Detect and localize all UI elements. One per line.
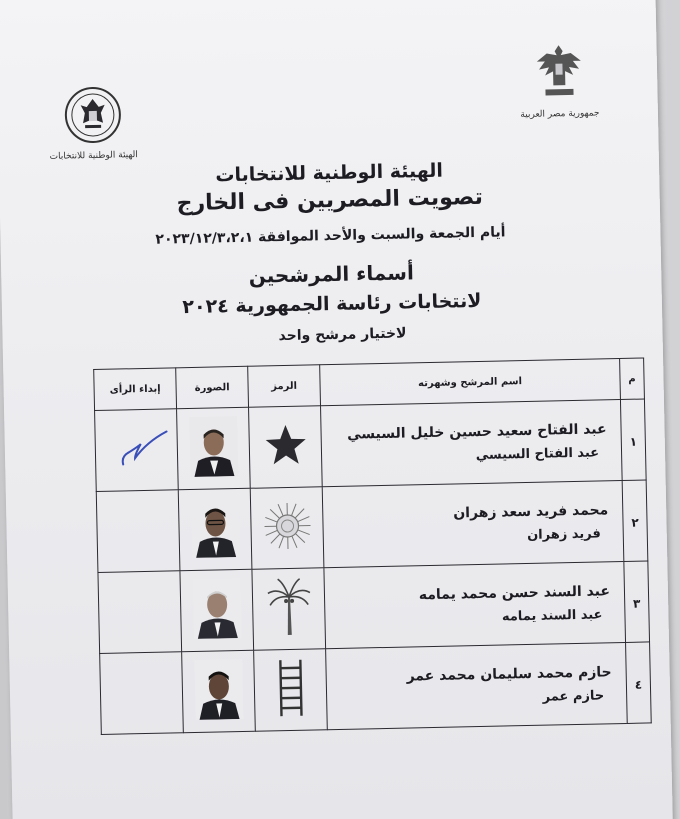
photo-cell	[182, 650, 256, 732]
candidate-photo	[194, 659, 243, 720]
vote-cell[interactable]	[96, 490, 180, 573]
header-photo: الصورة	[176, 366, 249, 408]
voting-dates: أيام الجمعة والسبت والأحد الموافقة ٢٠٢٣/١٢/٣،٢،١	[155, 224, 506, 248]
candidate-known-name: فريد زهران	[526, 525, 601, 543]
candidate-number: ٣	[624, 561, 650, 642]
election-authority-emblem-icon	[62, 84, 123, 145]
candidate-row	[95, 399, 647, 492]
symbol-cell	[252, 568, 326, 650]
header-candidate-name: اسم المرشح وشهرته	[320, 359, 621, 406]
candidate-full-name: عبد الفتاح سعيد حسين خليل السيسي	[346, 420, 607, 443]
pen-check-mark-icon	[94, 417, 177, 479]
candidate-name-cell	[322, 480, 624, 567]
candidate-photo	[192, 578, 241, 639]
symbol-cell	[254, 649, 328, 731]
header-symbol: الرمز	[248, 365, 321, 407]
vote-cell[interactable]	[98, 571, 182, 654]
republic-caption: جمهورية مصر العربية	[520, 108, 600, 121]
photo-cell	[178, 488, 252, 570]
egypt-emblem-logo	[518, 40, 600, 120]
candidate-name-cell	[326, 642, 628, 729]
candidate-row	[96, 480, 648, 573]
candidates-heading: أسماء المرشحين	[248, 260, 415, 288]
authority-title: الهيئة الوطنية للانتخابات	[215, 159, 444, 187]
candidate-name-cell	[321, 399, 623, 486]
candidate-known-name: عبد السند يمامه	[501, 606, 603, 625]
header-number: م	[620, 358, 645, 399]
palm-tree-icon	[265, 577, 312, 638]
candidate-full-name: محمد فريد سعد زهران	[453, 501, 609, 522]
candidate-full-name: عبد السند حسن محمد يمامه	[418, 582, 611, 603]
election-name: لانتخابات رئاسة الجمهورية ٢٠٢٤	[182, 289, 482, 319]
election-authority-logo	[47, 84, 139, 162]
election-authority-caption: الهيئة الوطنية للانتخابات	[49, 150, 138, 162]
candidate-number: ١	[620, 399, 646, 480]
vote-cell[interactable]	[100, 652, 184, 735]
photo-cell	[177, 407, 251, 489]
candidate-photo	[190, 497, 239, 558]
candidate-number: ٤	[626, 642, 652, 723]
ladder-icon	[273, 658, 308, 719]
symbol-cell	[249, 406, 323, 488]
candidate-number: ٢	[622, 480, 648, 561]
candidate-row	[98, 561, 650, 654]
candidate-row	[100, 642, 652, 735]
instruction-text: لاختيار مرشح واحد	[278, 325, 407, 345]
candidates-table	[93, 357, 652, 734]
eagle-emblem-icon	[530, 41, 587, 104]
sun-icon	[262, 500, 313, 551]
photo-cell	[180, 569, 254, 651]
candidate-known-name: عبد الفتاح السيسي	[475, 444, 600, 463]
voting-abroad-title: تصويت المصريين فى الخارج	[176, 184, 484, 217]
header-vote: إبداء الرأى	[94, 368, 177, 411]
candidate-photo	[189, 416, 238, 477]
vote-cell[interactable]	[95, 409, 179, 492]
candidate-known-name: حازم عمر	[542, 687, 605, 705]
symbol-cell	[250, 487, 324, 569]
star-icon	[262, 423, 309, 468]
candidate-name-cell	[324, 561, 626, 648]
candidate-full-name: حازم محمد سليمان محمد عمر	[406, 663, 612, 685]
